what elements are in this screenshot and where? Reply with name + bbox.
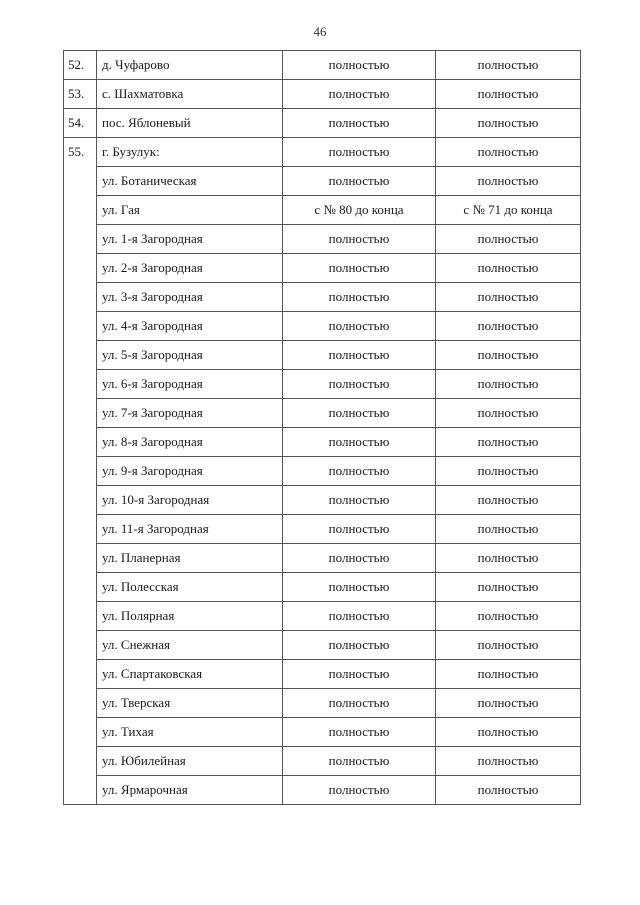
odd-side-range: полностью	[283, 689, 436, 718]
odd-side-range: полностью	[283, 776, 436, 805]
odd-side-range: полностью	[283, 573, 436, 602]
street-name: ул. 5-я Загородная	[97, 341, 283, 370]
odd-side-range: полностью	[283, 341, 436, 370]
even-side-range: полностью	[436, 370, 581, 399]
street-name: ул. 10-я Загородная	[97, 486, 283, 515]
street-name: ул. 6-я Загородная	[97, 370, 283, 399]
table-row	[64, 109, 581, 138]
table-row	[64, 399, 581, 428]
table-row	[64, 457, 581, 486]
odd-side-range: полностью	[283, 428, 436, 457]
odd-side-range: полностью	[283, 51, 436, 80]
table-row	[64, 428, 581, 457]
odd-side-range: полностью	[283, 399, 436, 428]
odd-side-range: полностью	[283, 486, 436, 515]
odd-side-range: полностью	[283, 225, 436, 254]
table-row	[64, 138, 581, 167]
even-side-range: полностью	[436, 573, 581, 602]
street-name: ул. 3-я Загородная	[97, 283, 283, 312]
street-name: ул. 9-я Загородная	[97, 457, 283, 486]
table-row	[64, 718, 581, 747]
even-side-range: полностью	[436, 544, 581, 573]
even-side-range: полностью	[436, 312, 581, 341]
odd-side-range: полностью	[283, 544, 436, 573]
table-row	[64, 573, 581, 602]
table-row	[64, 254, 581, 283]
odd-side-range: полностью	[283, 747, 436, 776]
settlement-name: пос. Яблоневый	[97, 109, 283, 138]
even-side-range: полностью	[436, 399, 581, 428]
odd-side-range: полностью	[283, 138, 436, 167]
table-row	[64, 602, 581, 631]
street-name: ул. Ярмарочная	[97, 776, 283, 805]
odd-side-range: полностью	[283, 370, 436, 399]
street-name: ул. 8-я Загородная	[97, 428, 283, 457]
odd-side-range: полностью	[283, 602, 436, 631]
odd-side-range: полностью	[283, 80, 436, 109]
even-side-range: полностью	[436, 254, 581, 283]
odd-side-range: полностью	[283, 515, 436, 544]
even-side-range: полностью	[436, 718, 581, 747]
street-name: ул. Юбилейная	[97, 747, 283, 776]
even-side-range: полностью	[436, 747, 581, 776]
street-name: ул. Гая	[97, 196, 283, 225]
row-number: 54.	[64, 109, 97, 138]
table-row	[64, 544, 581, 573]
table-row	[64, 660, 581, 689]
address-table-body	[64, 51, 581, 805]
street-name: ул. 11-я Загородная	[97, 515, 283, 544]
street-name: ул. 7-я Загородная	[97, 399, 283, 428]
odd-side-range: полностью	[283, 283, 436, 312]
table-row	[64, 747, 581, 776]
row-number: 55.	[64, 138, 97, 805]
table-row	[64, 167, 581, 196]
street-name: ул. Снежная	[97, 631, 283, 660]
table-row	[64, 283, 581, 312]
address-table	[63, 50, 581, 805]
table-row	[64, 631, 581, 660]
even-side-range: полностью	[436, 602, 581, 631]
street-name: г. Бузулук:	[97, 138, 283, 167]
table-row	[64, 80, 581, 109]
row-number: 52.	[64, 51, 97, 80]
even-side-range: полностью	[436, 515, 581, 544]
street-name: ул. Планерная	[97, 544, 283, 573]
street-name: ул. 2-я Загородная	[97, 254, 283, 283]
even-side-range: полностью	[436, 631, 581, 660]
table-row	[64, 196, 581, 225]
street-name: ул. Спартаковская	[97, 660, 283, 689]
street-name: ул. Полесская	[97, 573, 283, 602]
table-row	[64, 689, 581, 718]
table-row	[64, 312, 581, 341]
street-name: ул. Тверская	[97, 689, 283, 718]
even-side-range: полностью	[436, 428, 581, 457]
even-side-range: полностью	[436, 341, 581, 370]
table-row	[64, 776, 581, 805]
settlement-name: с. Шахматовка	[97, 80, 283, 109]
even-side-range: полностью	[436, 167, 581, 196]
odd-side-range: полностью	[283, 718, 436, 747]
even-side-range: полностью	[436, 776, 581, 805]
page-number: 46	[313, 24, 327, 39]
odd-side-range: полностью	[283, 457, 436, 486]
odd-side-range: полностью	[283, 631, 436, 660]
even-side-range: полностью	[436, 689, 581, 718]
street-name: ул. Тихая	[97, 718, 283, 747]
table-row	[64, 486, 581, 515]
even-side-range: полностью	[436, 486, 581, 515]
row-number: 53.	[64, 80, 97, 109]
street-name: ул. 1-я Загородная	[97, 225, 283, 254]
even-side-range: полностью	[436, 225, 581, 254]
odd-side-range: полностью	[283, 254, 436, 283]
even-side-range: полностью	[436, 138, 581, 167]
table-row	[64, 51, 581, 80]
odd-side-range: с № 80 до конца	[283, 196, 436, 225]
even-side-range: полностью	[436, 109, 581, 138]
street-name: ул. 4-я Загородная	[97, 312, 283, 341]
even-side-range: полностью	[436, 51, 581, 80]
odd-side-range: полностью	[283, 312, 436, 341]
street-name: ул. Полярная	[97, 602, 283, 631]
odd-side-range: полностью	[283, 660, 436, 689]
settlement-name: д. Чуфарово	[97, 51, 283, 80]
even-side-range: с № 71 до конца	[436, 196, 581, 225]
odd-side-range: полностью	[283, 109, 436, 138]
table-row	[64, 341, 581, 370]
table-row	[64, 370, 581, 399]
street-name: ул. Ботаническая	[97, 167, 283, 196]
even-side-range: полностью	[436, 457, 581, 486]
odd-side-range: полностью	[283, 167, 436, 196]
table-row	[64, 515, 581, 544]
table-row	[64, 225, 581, 254]
even-side-range: полностью	[436, 80, 581, 109]
even-side-range: полностью	[436, 660, 581, 689]
even-side-range: полностью	[436, 283, 581, 312]
